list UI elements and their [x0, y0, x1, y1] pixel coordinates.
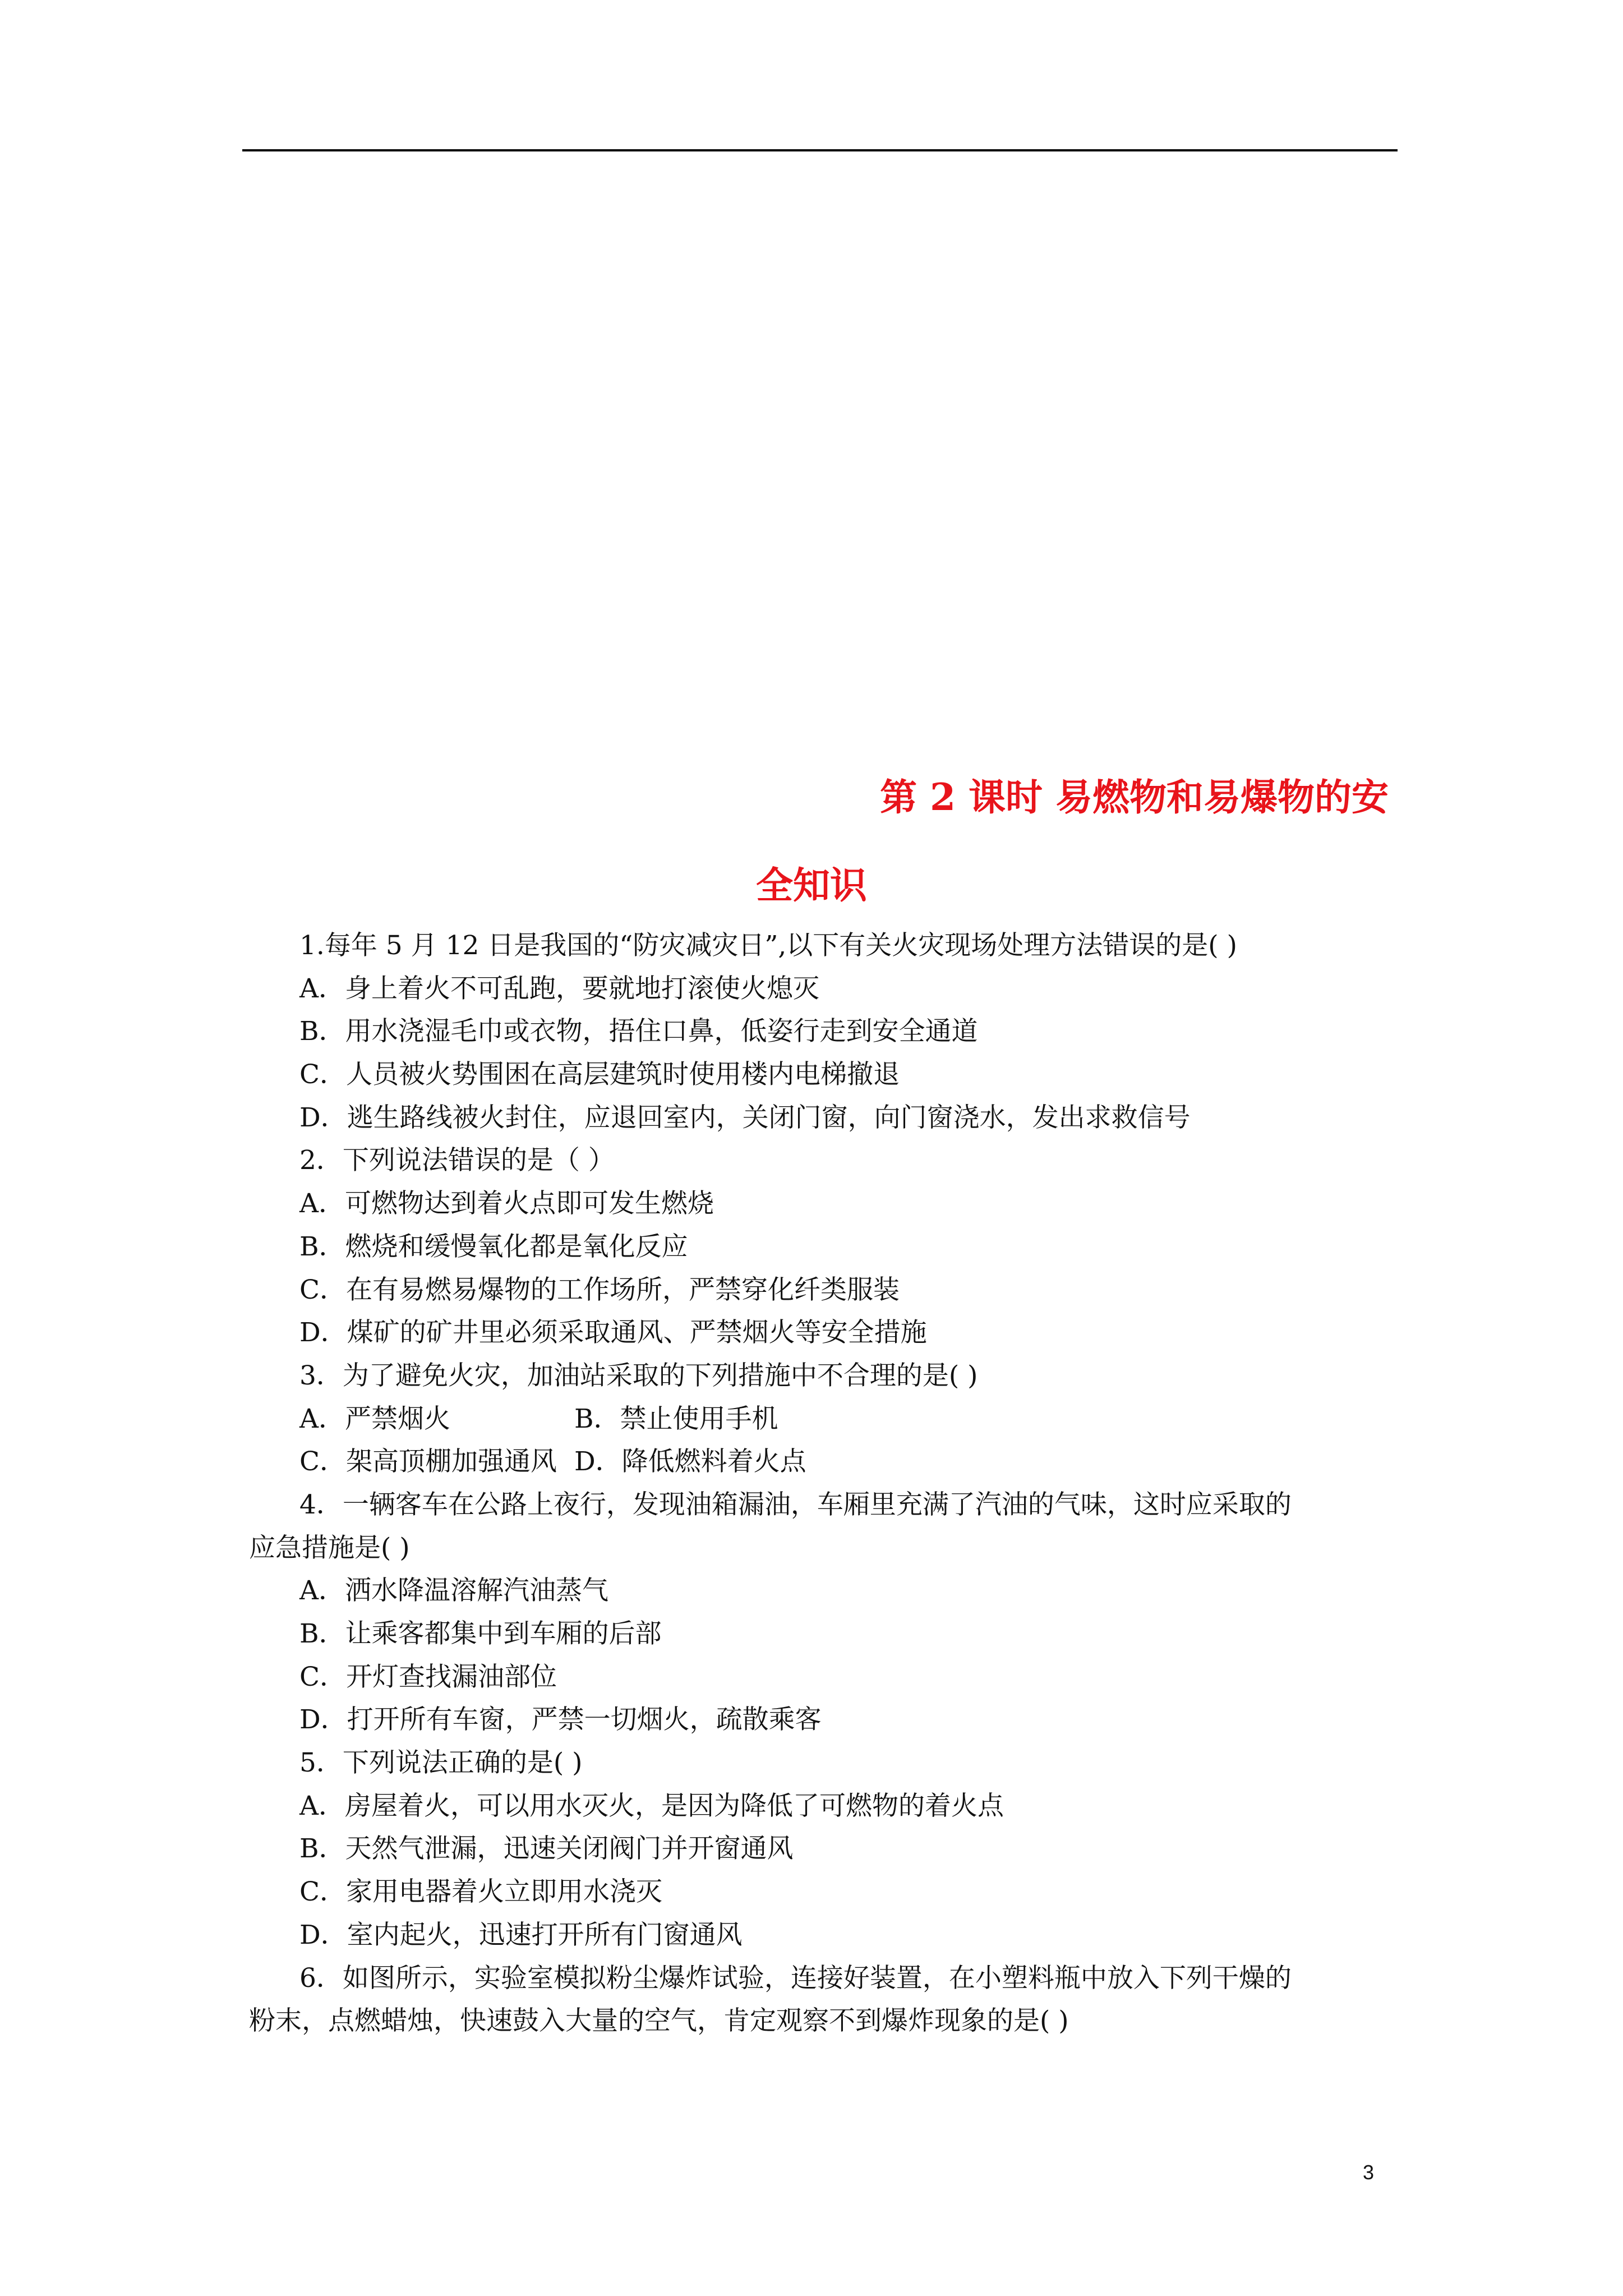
- page-number: 3: [1363, 2161, 1375, 2184]
- question-1-option-c: C．人员被火势围困在高层建筑时使用楼内电梯撤退: [299, 1059, 900, 1091]
- question-4-continued: 应急措施是( ): [249, 1532, 410, 1563]
- question-1: 1.每年 5 月 12 日是我国的“防灾减灾日”,以下有关火灾现场处理方法错误的是( ): [299, 930, 1237, 961]
- question-4-option-b: B．让乘客都集中到车厢的后部: [299, 1618, 662, 1649]
- question-2-option-d: D．煤矿的矿井里必须采取通风、严禁烟火等安全措施: [299, 1317, 927, 1349]
- question-1-option-a: A．身上着火不可乱跑，要就地打滚使火熄灭: [299, 973, 819, 1004]
- question-5-option-c: C．家用电器着火立即用水浇灭: [299, 1876, 662, 1908]
- question-3-option-d: D．降低燃料着火点: [574, 1446, 806, 1478]
- question-3-options-row-2: [249, 1441, 1396, 1484]
- question-4-option-c: C．开灯查找漏油部位: [299, 1661, 557, 1692]
- question-3-options-row-1: [249, 1398, 1396, 1441]
- question-3-option-c: C．架高顶棚加强通风: [299, 1446, 557, 1478]
- question-3-option-b: B．禁止使用手机: [574, 1403, 778, 1434]
- question-4-option-a: A．洒水降温溶解汽油蒸气: [299, 1575, 608, 1607]
- question-3: 3．为了避免火灾，加油站采取的下列措施中不合理的是( ): [299, 1360, 978, 1391]
- question-2-option-a: A．可燃物达到着火点即可发生燃烧: [299, 1188, 714, 1220]
- question-1-option-d: D．逃生路线被火封住，应退回室内，关闭门窗，向门窗浇水，发出求救信号: [299, 1102, 1191, 1133]
- page-title-line-1: 第 2 课时 易燃物和易爆物的安: [880, 775, 1389, 819]
- question-6-continued: 粉末，点燃蜡烛，快速鼓入大量的空气，肯定观察不到爆炸现象的是( ): [249, 2005, 1069, 2037]
- question-5-option-d: D．室内起火，迅速打开所有门窗通风: [299, 1919, 743, 1950]
- header-rule: [242, 149, 1398, 151]
- question-2-option-c: C．在有易燃易爆物的工作场所，严禁穿化纤类服装: [299, 1274, 900, 1305]
- question-6: 6．如图所示，实验室模拟粉尘爆炸试验，连接好装置，在小塑料瓶中放入下列干燥的: [299, 1962, 1292, 1994]
- question-4-option-d: D．打开所有车窗，严禁一切烟火，疏散乘客: [299, 1704, 822, 1736]
- question-2-option-b: B．燃烧和缓慢氧化都是氧化反应: [299, 1231, 688, 1262]
- question-5-option-a: A．房屋着火，可以用水灭火，是因为降低了可燃物的着火点: [299, 1790, 1004, 1821]
- question-2: 2．下列说法错误的是（ ）: [299, 1145, 615, 1176]
- question-3-option-a: A．严禁烟火: [299, 1403, 450, 1434]
- question-1-option-b: B．用水浇湿毛巾或衣物，捂住口鼻，低姿行走到安全通道: [299, 1016, 978, 1047]
- question-list: [249, 924, 1396, 2043]
- question-5: 5．下列说法正确的是( ): [299, 1747, 583, 1779]
- question-4: 4．一辆客车在公路上夜行，发现油箱漏油，车厢里充满了汽油的气味，这时应采取的: [299, 1489, 1292, 1520]
- page-title-line-2: 全知识: [756, 863, 867, 907]
- question-5-option-b: B．天然气泄漏，迅速关闭阀门并开窗通风: [299, 1833, 794, 1865]
